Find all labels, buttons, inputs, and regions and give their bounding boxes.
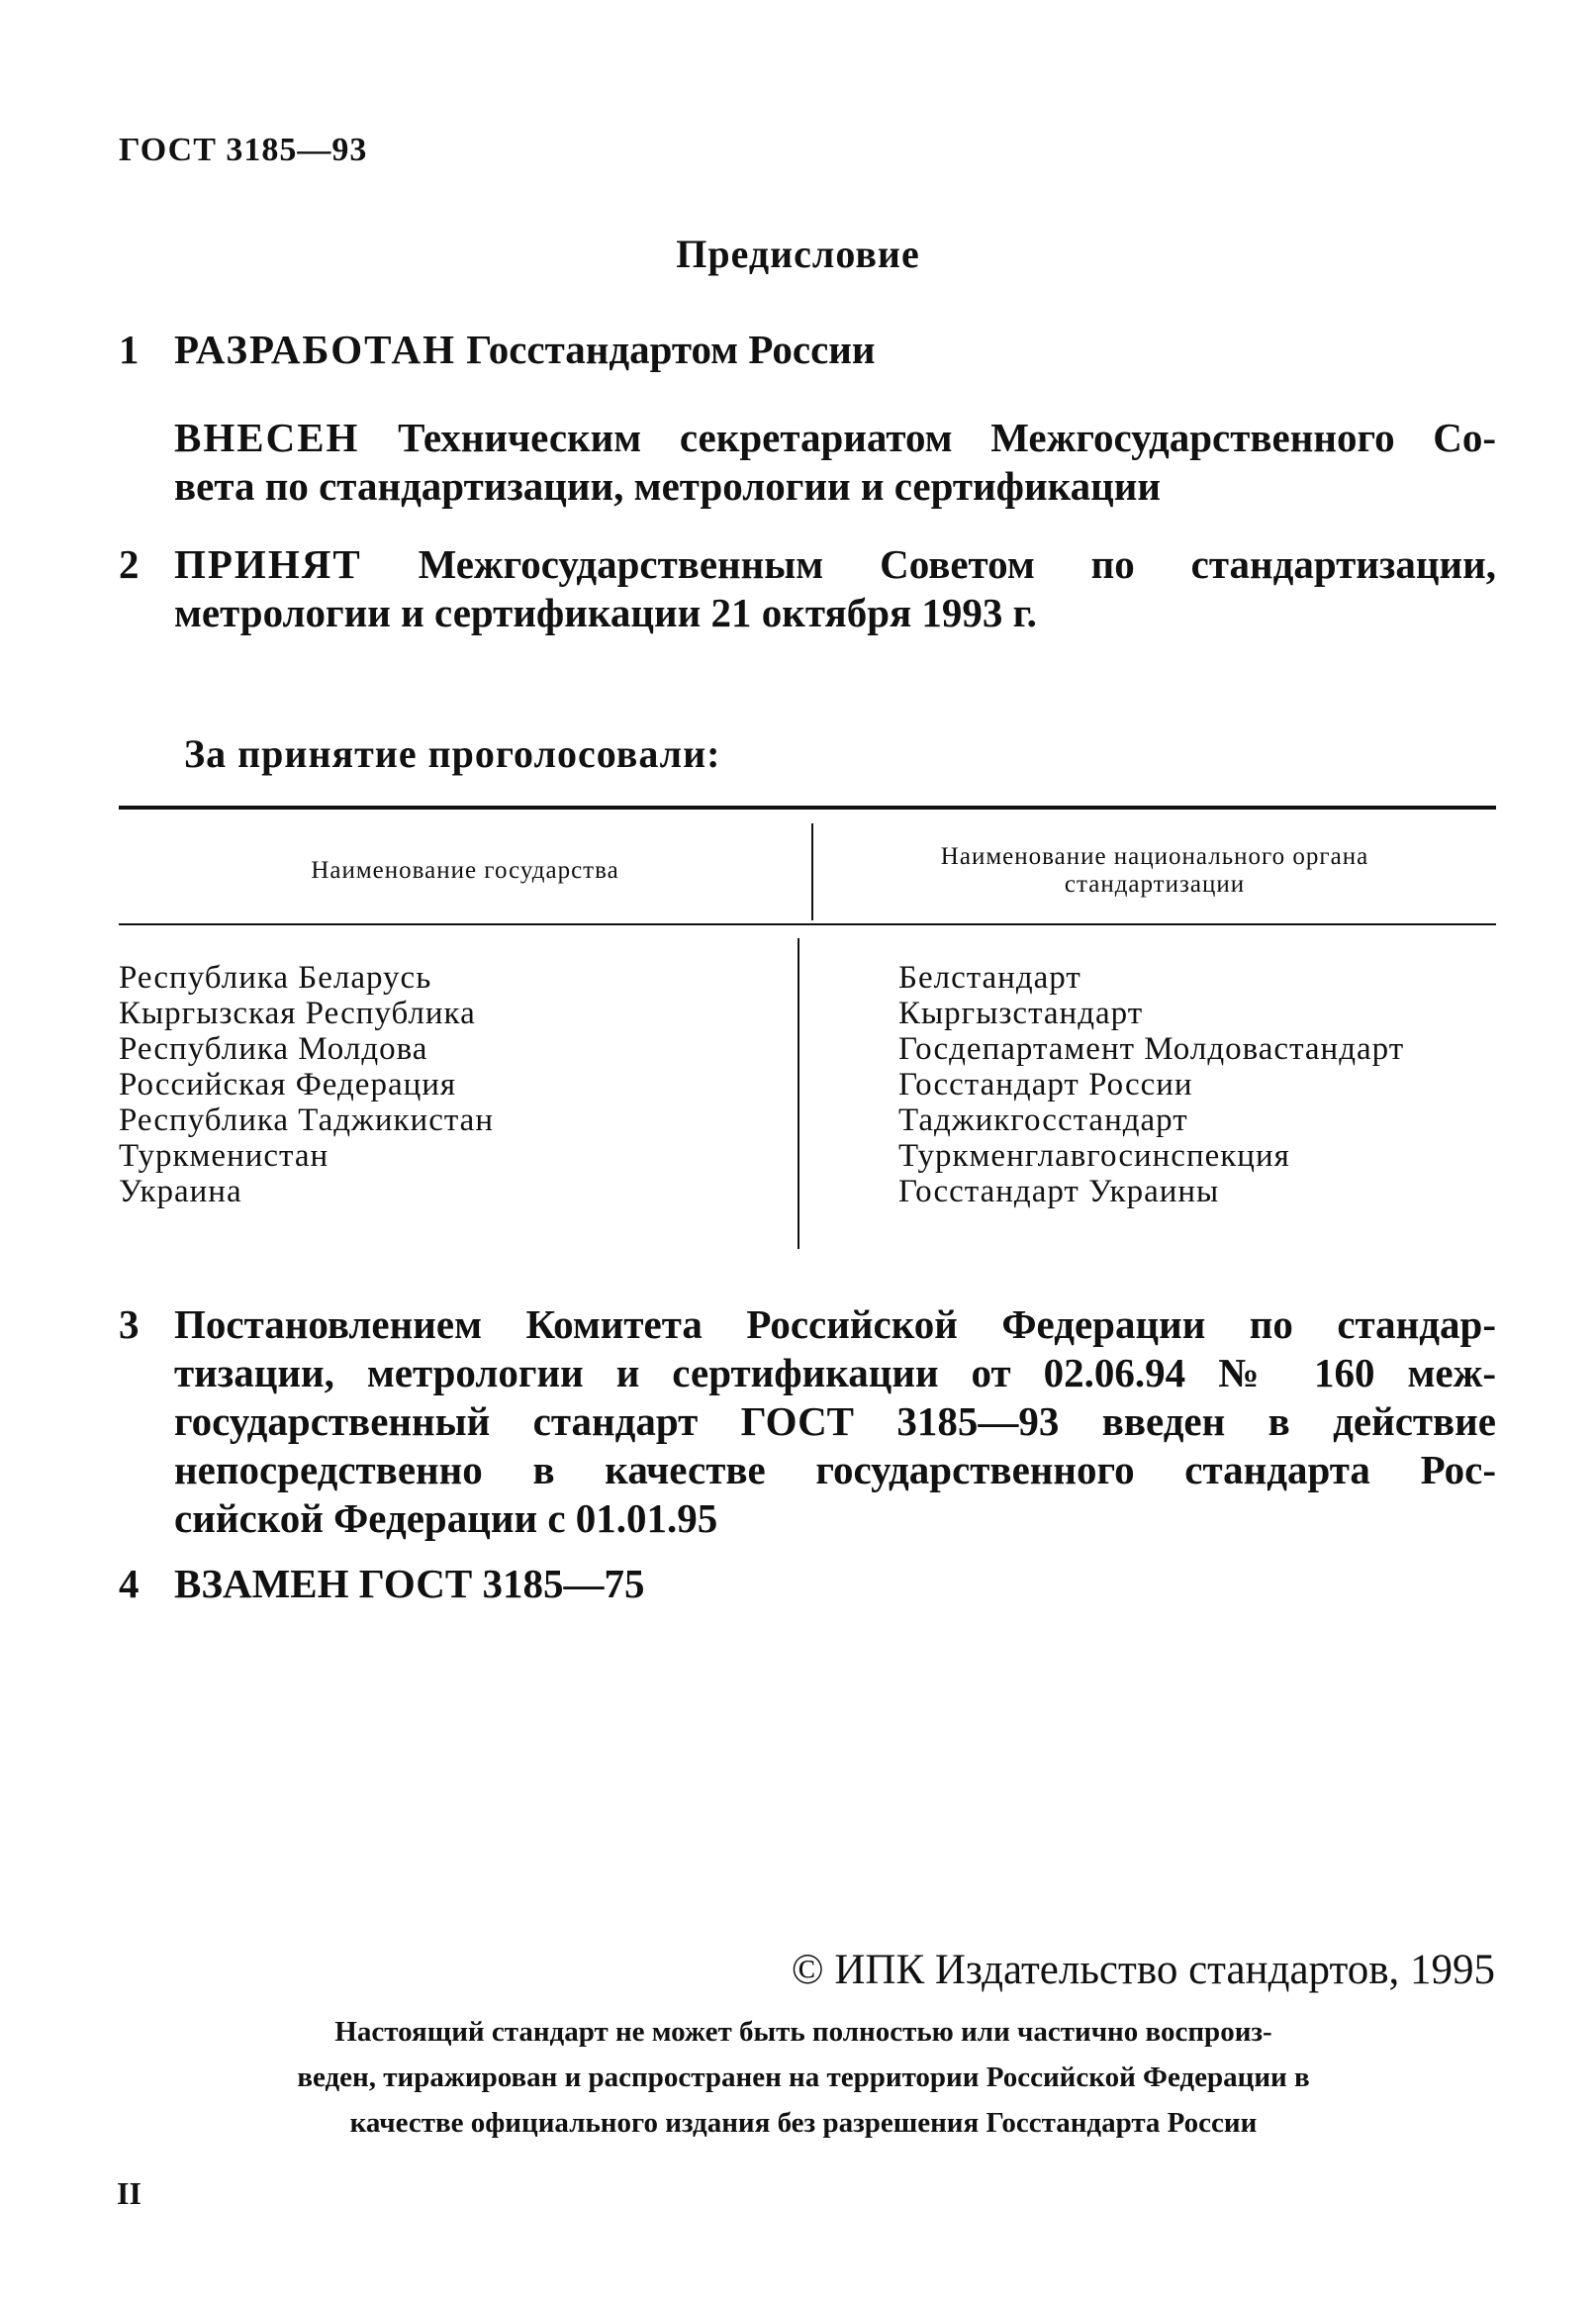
copyright-line: © ИПК Издательство стандартов, 1995: [791, 1947, 1495, 1993]
notice-line: Настоящий стандарт не может быть полностью или частично воспроиз-: [334, 2016, 1272, 2048]
item-lead: ВНЕСЕН: [174, 415, 360, 460]
table-cell-body: Белстандарт: [898, 960, 1081, 996]
table-cell-state: Туркменистан: [119, 1138, 329, 1174]
item-number: 1: [119, 327, 140, 372]
item-lead: РАЗРАБОТАН: [174, 327, 456, 372]
table-cell-state: Республика Таджикистан: [119, 1102, 494, 1138]
item-number: 3: [119, 1301, 140, 1347]
item-3-line: Постановлением Комитета Российской Федерации по стандар-: [174, 1301, 1496, 1347]
item-2-line2: метрологии и сертификации 21 октября 1993 г.: [174, 590, 1037, 635]
item-3-line: тизации, метрологии и сертификации от 02.06.94 № 160 меж-: [174, 1350, 1496, 1395]
page-title: Предисловие: [676, 232, 920, 276]
table-cell-state: Украина: [119, 1174, 242, 1209]
item-1: [119, 325, 1494, 374]
item-3-line: сийской Федерации с 01.01.95: [174, 1495, 718, 1541]
item-text: ВЗАМЕН ГОСТ 3185—75: [174, 1561, 645, 1606]
table-cell-state: Кыргызская Республика: [119, 996, 476, 1031]
table-cell-body: Таджикгосстандарт: [898, 1102, 1188, 1138]
table-header-body: [813, 843, 1496, 899]
table-cell-body: Госстандарт России: [898, 1067, 1193, 1102]
table-cell-state: Республика Молдова: [119, 1031, 428, 1067]
document-code: ГОСТ 3185—93: [119, 132, 368, 168]
table-cell-body: Госстандарт Украины: [898, 1174, 1220, 1209]
table-header-state: Наименование государства: [311, 857, 619, 884]
item-4: [119, 1559, 1494, 1608]
item-2-line1: [174, 539, 1496, 589]
table-header-rule: [119, 923, 1496, 925]
table-cell-state: Республика Беларусь: [119, 960, 432, 996]
item-1-introduced: [174, 413, 1496, 462]
notice-line: качестве официального издания без разрешения Госстандарта России: [349, 2107, 1258, 2139]
table-top-rule: [119, 806, 1496, 810]
item-3-line: непосредственно в качестве государственного стандарта Рос-: [174, 1447, 1496, 1492]
body-column: [898, 960, 1404, 1209]
table-header-body-line2: стандартизации: [1064, 871, 1246, 898]
table-cell-body: Кыргызстандарт: [898, 996, 1144, 1031]
item-3-line: государственный стандарт ГОСТ 3185—93 введен в действие: [174, 1398, 1496, 1444]
item-number: 2: [119, 541, 140, 587]
item-text: Техническим секретариатом Межгосударственного Со-: [359, 415, 1496, 460]
item-number: 4: [119, 1561, 140, 1606]
item-text: Госстандартом России: [455, 327, 876, 372]
item-lead: ПРИНЯТ: [174, 541, 362, 587]
table-header-body-line1: Наименование национального органа: [940, 843, 1369, 870]
table-cell-body: Госдепартамент Молдовастандарт: [898, 1031, 1405, 1067]
item-1-introduced-cont: вета по стандартизации, метрологии и сертификации: [174, 463, 1161, 509]
page-number: II: [117, 2175, 141, 2211]
state-column: [119, 960, 494, 1209]
item-text: Межгосударственным Советом по стандартизации,: [361, 541, 1496, 587]
table-cell-state: Российская Федерация: [119, 1067, 457, 1102]
notice-line: веден, тиражирован и распространен на территории Российской Федерации в: [297, 2061, 1310, 2093]
voted-label: За принятие проголосовали:: [184, 731, 721, 776]
table-body-divider: [798, 938, 799, 1249]
table-cell-body: Туркменглавгосинспекция: [898, 1138, 1290, 1174]
reproduction-notice: [111, 2009, 1496, 2146]
